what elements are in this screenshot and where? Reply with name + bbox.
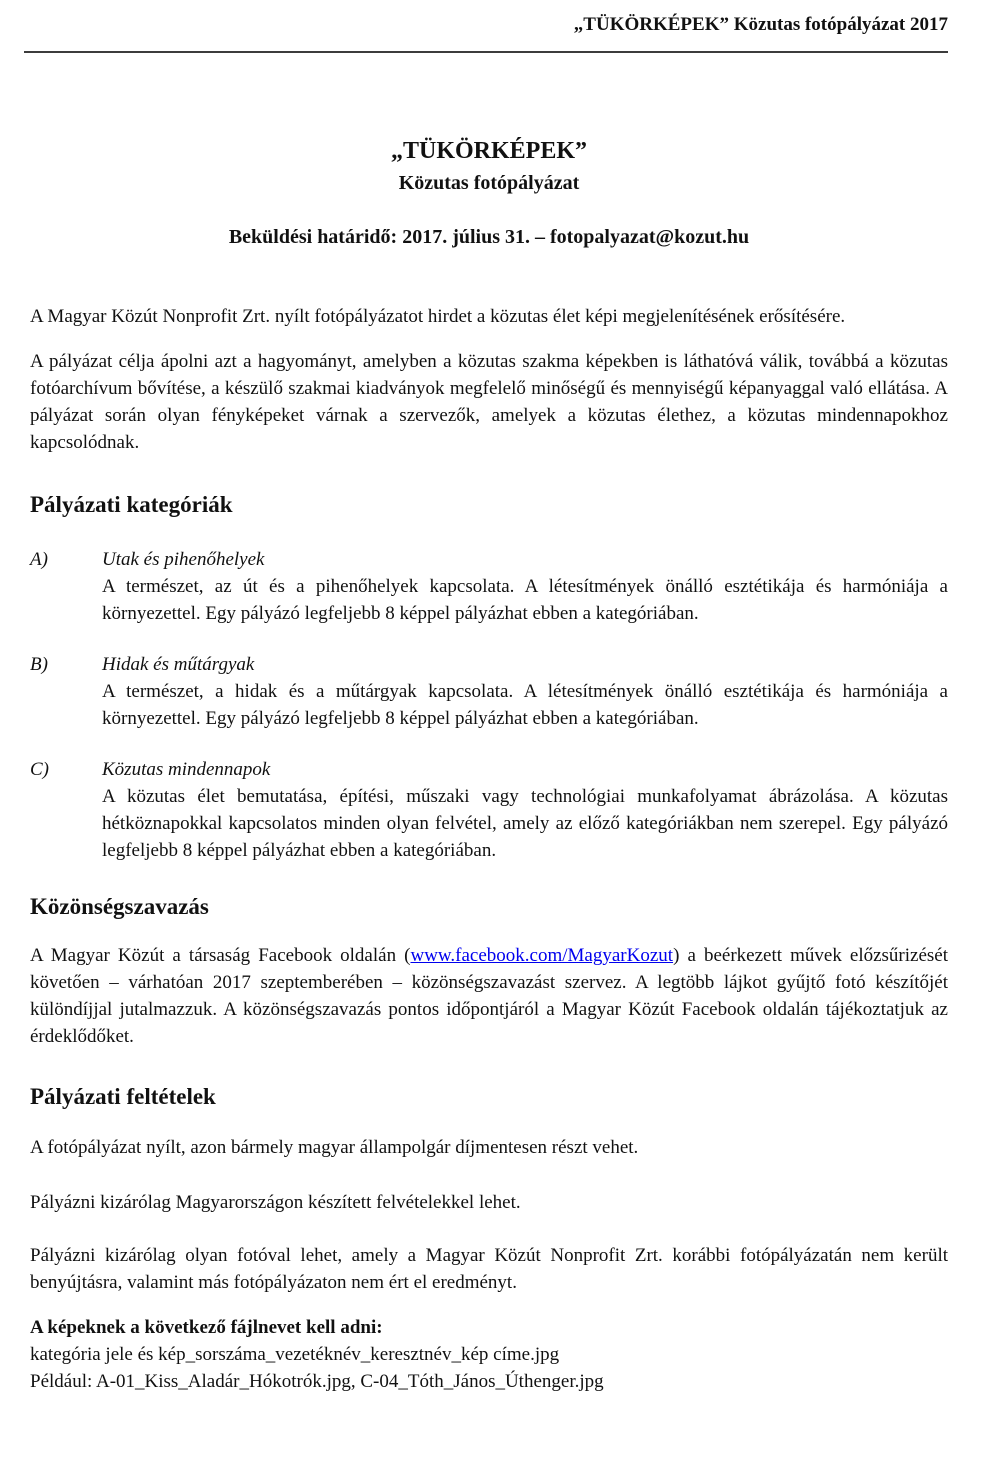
category-title: Utak és pihenőhelyek bbox=[102, 549, 265, 570]
category-description: A közutas élet bemutatása, építési, műszaki vagy technológiai munkafolyamat ábrázolása. A közutas hétköznapokkal kapcsolatos minden olyan felvétel, amely az előző kategóriákban nem szerepel. Egy pályázó legfeljebb 8 képpel pályázhat ebben a kategóriában. bbox=[102, 786, 948, 861]
category-description: A természet, az út és a pihenőhelyek kapcsolata. A létesítmények önálló esztétikája és harmóniája a környezettel. Egy pályázó legfeljebb 8 képpel pályázhat ebben a kategóriában. bbox=[102, 576, 948, 624]
category-title: Hidak és műtárgyak bbox=[102, 654, 255, 675]
condition-paragraph-1: A fotópályázat nyílt, azon bármely magyar állampolgár díjmentesen részt vehet. bbox=[30, 1137, 639, 1158]
category-label: B) bbox=[30, 654, 48, 675]
filename-rule-heading: A képeknek a következő fájlnevet kell adni: bbox=[30, 1317, 383, 1338]
running-header: „TÜKÖRKÉPEK” Közutas fotópályázat 2017 bbox=[573, 14, 948, 35]
category-item-a bbox=[30, 546, 948, 627]
intro-paragraph-2: A pályázat célja ápolni azt a hagyományt, amelyben a közutas szakma képekben is láthatóvá válik, továbbá a közutas fotóarchívum bővítése, a készülő szakmai kiadványok megfelelő minőségű és mennyiségű képanyaggal való ellátása. A pályázat során olyan fényképeket várnak a szervezők, amelyek a közutas élethez, a közutas mindennapokhoz kapcsolódnak. bbox=[30, 351, 948, 453]
category-item-c bbox=[30, 756, 948, 864]
document-title: „TÜKÖRKÉPEK” bbox=[390, 138, 588, 164]
category-item-b bbox=[30, 651, 948, 732]
category-title: Közutas mindennapok bbox=[102, 759, 271, 780]
section-heading-conditions: Pályázati feltételek bbox=[30, 1084, 216, 1109]
header-rule bbox=[24, 51, 948, 53]
filename-example: Például: A-01_Kiss_Aladár_Hókotrók.jpg, C-04_Tóth_János_Úthenger.jpg bbox=[30, 1371, 604, 1392]
category-content bbox=[102, 756, 948, 864]
voting-text-before-link: A Magyar Közút a társaság Facebook oldalán ( bbox=[30, 945, 411, 966]
condition-paragraph-2: Pályázni kizárólag Magyarországon készített felvételekkel lehet. bbox=[30, 1192, 521, 1213]
document-subtitle: Közutas fotópályázat bbox=[398, 172, 580, 194]
category-label: A) bbox=[30, 549, 48, 570]
facebook-link[interactable]: www.facebook.com/MagyarKozut bbox=[410, 945, 674, 966]
voting-text-after-link: ) a beérkezett művek előzsűrizését követően – várhatóan 2017 szeptemberében – közönségszavazást szervez. A legtöbb lájkot gyűjtő fotó készítőjét különdíjjal jutalmazzuk. A közönségszavazás pontos időpontjáról a Magyar Közút Facebook oldalán tájékoztatjuk az érdeklődőket. bbox=[30, 945, 949, 1047]
category-label: C) bbox=[30, 759, 49, 780]
voting-paragraph bbox=[30, 942, 948, 1050]
deadline-line: Beküldési határidő: 2017. július 31. – fotopalyazat@kozut.hu bbox=[228, 226, 750, 248]
intro-paragraph-1: A Magyar Közút Nonprofit Zrt. nyílt fotópályázatot hirdet a közutas élet képi megjelenítésének erősítésére. bbox=[30, 306, 846, 327]
section-heading-categories: Pályázati kategóriák bbox=[30, 492, 233, 517]
title-block bbox=[30, 137, 948, 249]
category-content bbox=[102, 651, 948, 732]
filename-pattern: kategória jele és kép_sorszáma_vezetéknév_keresztnév_kép címe.jpg bbox=[30, 1344, 560, 1365]
section-heading-voting: Közönségszavazás bbox=[30, 894, 209, 919]
category-description: A természet, a hidak és a műtárgyak kapcsolata. A létesítmények önálló esztétikája és harmóniája a környezettel. Egy pályázó legfeljebb 8 képpel pályázhat ebben a kategóriában. bbox=[102, 681, 948, 729]
condition-paragraph-3: Pályázni kizárólag olyan fotóval lehet, amely a Magyar Közút Nonprofit Zrt. korábbi fotópályázatán nem került benyújtásra, valamint más fotópályázaton nem ért el eredményt. bbox=[30, 1245, 948, 1293]
category-content bbox=[102, 546, 948, 627]
